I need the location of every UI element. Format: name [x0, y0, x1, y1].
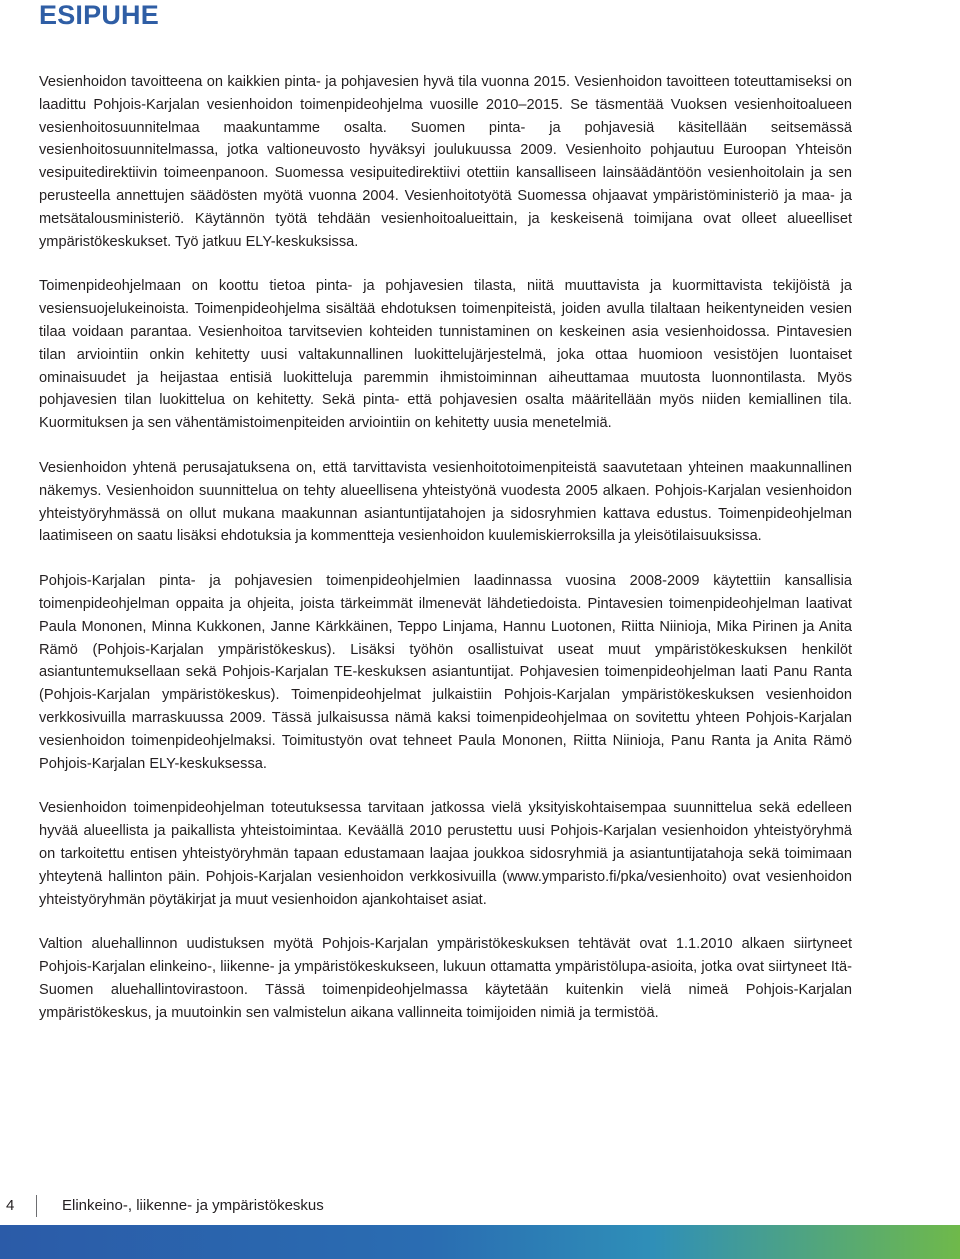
paragraph-5: Vesienhoidon toimenpideohjelman toteutuksessa tarvitaan jatkossa vielä yksityiskohtaisempaa suunnittelua sekä edelleen hyvää alueellista ja paikallista yhteistoimintaa. Keväällä 2010 perustettu uusi Pohjois-Karjalan vesienhoidon yhteistyöryhmä on tarkoitettu entisen yhteistyöryhmän tapaan edustamaan laajaa joukkoa sidosryhmiä ja asiantuntijatahoja sekä toimimaan yhteytenä hallinton päin. Pohjois-Karjalan vesienhoidon verkkosivuilla (www.ymparisto.fi/pka/vesienhoito) ovat vesienhoidon yhteistyöryhmän pöytäkirjat ja muut vesienhoidon ajankohtaiset asiat. [39, 800, 852, 908]
paragraph-6: Valtion aluehallinnon uudistuksen myötä Pohjois-Karjalan ympäristökeskuksen tehtävät ovat 1.1.2010 alkaen siirtyneet Pohjois-Karjalan elinkeino-, liikenne- ja ympäristökeskukseen, lukuun ottamatta ympäristölupa-asioita, jotka ovat siirtyneet Itä-Suomen aluehallintovirastoon. Tässä toimenpideohjelmassa käytetään kuitenkin vielä nimeä Pohjois-Karjalan ympäristökeskus, ja muutoinkin sen valmistelun aikana vallinneita toimijoiden nimiä ja termistöä. [39, 936, 852, 1021]
paragraph-2: Toimenpideohjelmaan on koottu tietoa pinta- ja pohjavesien tilasta, niitä muuttavista ja kuormittavista tekijöistä ja vesiensuojelukeinoista. Toimenpideohjelma sisältää ehdotuksen toimenpiteistä, joiden avulla tilaltaan heikentyneiden vesien tilaa voidaan parantaa. Vesienhoitoa tarvitsevien kohteiden tunnistaminen on keskeinen asia vesienhoidossa. Pintavesien tilan arviointiin onkin kehitetty uusi valtakunnallinen luokittelujärjestelmä, joka ottaa huomioon vesistöjen luontaiset ominaisuudet ja heijastaa entisiä luokitteluja paremmin ihmistoiminnan aiheuttamaa muutosta luonnontilasta. Myös pohjavesien tilan luokittelua on kehitetty. Sekä pinta- että pohjavesien osalta määritellään myös niiden kemiallinen tila. Kuormituksen ja sen vähentämistoimenpiteiden arviointiin on kehitetty uusia menetelmiä. [39, 278, 852, 432]
page-number: 4 [6, 1197, 15, 1214]
page-title: ESIPUHE [39, 0, 159, 30]
paragraph-3: Vesienhoidon yhtenä perusajatuksena on, että tarvittavista vesienhoitotoimenpiteistä saavutetaan yhteinen maakunnallinen näkemys. Vesienhoidon suunnittelua on tehty alueellisena yhteistyönä vuodesta 2005 alkaen. Pohjois-Karjalan vesienhoidon yhteistyöryhmässä on ollut mukana maakunnan asiantuntijatahojen ja sidosryhmien kattava edustus. Toimenpideohjelman laatimiseen on saatu lisäksi ehdotuksia ja kommentteja vesienhoidon kuulemiskierroksilla ja yleisötilaisuuksissa. [39, 459, 852, 545]
page-footer [0, 1195, 960, 1219]
footer-divider [36, 1195, 37, 1217]
decorative-color-bar [0, 1225, 960, 1259]
publisher-name: Elinkeino-, liikenne- ja ympäristökeskus [62, 1197, 324, 1214]
paragraph-4: Pohjois-Karjalan pinta- ja pohjavesien toimenpideohjelmien laadinnassa vuosina 2008-2009 käytettiin kansallisia toimenpideohjelman oppaita ja ohjeita, joista tärkeimmät ilmenevät lähdetiedoista. Pintavesien toimenpideohjelman laativat Paula Mononen, Minna Kukkonen, Janne Kärkkäinen, Teppo Linjama, Hannu Luotonen, Riitta Niinioja, Mika Pirinen ja Anita Rämö (Pohjois-Karjalan ympäristökeskus). Lisäksi työhön osallistuivat useat muut ympäristökeskuksen henkilöt asiantuntemuksellaan sekä Pohjois-Karjalan TE-keskuksen asiantuntijat. Pohjavesien toimenpideohjelman laati Panu Ranta (Pohjois-Karjalan ympäristökeskus). Toimenpideohjelmat julkaistiin Pohjois-Karjalan ympäristökeskuksen vesienhoidon verkkosivuilla marraskuussa 2009. Tässä julkaisussa nämä kaksi toimenpideohjelmaa on sovitettu yhteen Pohjois-Karjalan vesienhoidon toimenpideohjelmaksi. Toimitustyön ovat tehneet Paula Mononen, Riitta Niinioja, Panu Ranta ja Anita Rämö Pohjois-Karjalan ELY-keskuksessa. [39, 573, 852, 772]
preface-body [39, 71, 852, 1046]
paragraph-1: Vesienhoidon tavoitteena on kaikkien pinta- ja pohjavesien hyvä tila vuonna 2015. Vesienhoidon tavoitteen toteuttamiseksi on laadittu Pohjois-Karjalan vesienhoidon toimenpideohjelma vuosille 2010–2015. Se täsmentää Vuoksen vesienhoitoalueen vesienhoitosuunnitelmaa maakuntamme osalta. Suomen pinta- ja pohjavesiä käsitellään seitsemässä vesienhoitosuunnitelmassa, jotka valtioneuvosto hyväksyi joulukuussa 2009. Vesienhoito pohjautuu Euroopan Yhteisön vesipuitedirektiivin toimeenpanoon. Suomessa vesipuitedirektiivi otettiin kansalliseen lainsäädäntöön vesienhoitolain ja sen perusteella annettujen säädösten myötä vuonna 2004. Vesienhoitotyötä Suomessa ohjaavat ympäristöministeriö ja maa- ja metsätalousministeriö. Käytännön työtä tehdään vesienhoitoalueittain, ja keskeisenä toimijana ovat olleet alueelliset ympäristökeskukset. Työ jatkuu ELY-keskuksissa. [39, 74, 852, 250]
